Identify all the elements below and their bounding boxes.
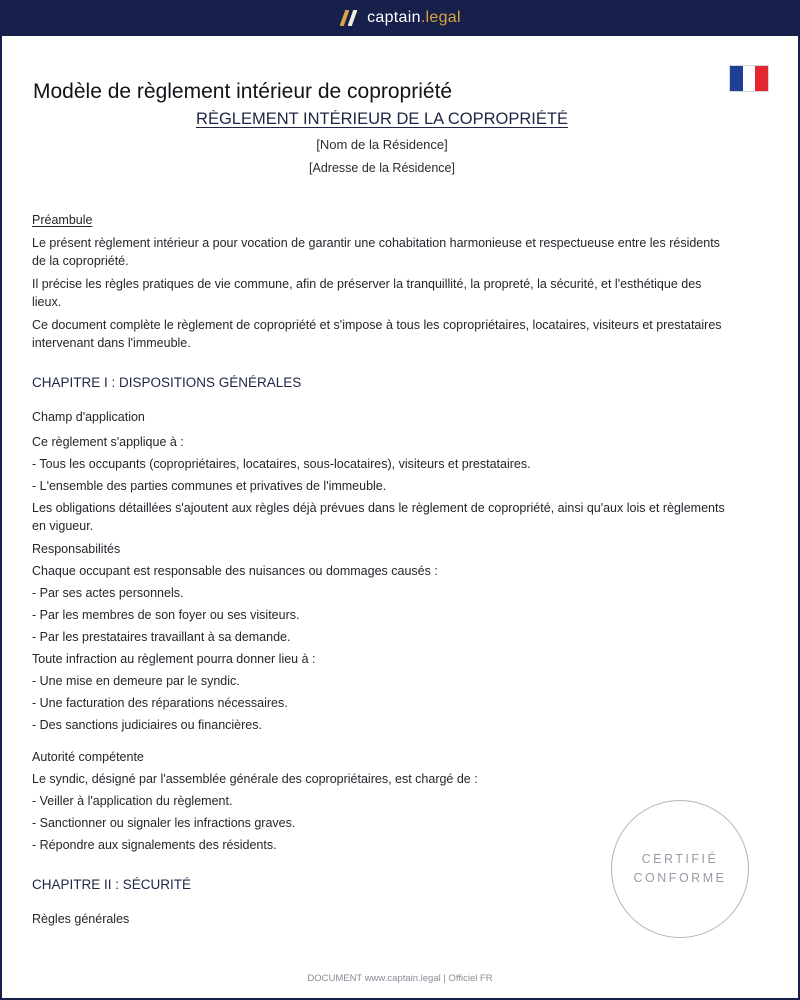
seal-line-1: CERTIFIÉ xyxy=(641,852,719,866)
preamble-paragraph: Le présent règlement intérieur a pour vocation de garantir une cohabitation harmonieuse et respectueuse entre les résidents de la copropriété. xyxy=(32,236,720,268)
list-item: - Une facturation des réparations nécessaires. xyxy=(32,696,288,710)
responsibilities-intro: Chaque occupant est responsable des nuisances ou dommages causés : xyxy=(32,564,438,578)
captain-legal-logo-icon xyxy=(339,10,359,26)
list-item: - Tous les occupants (copropriétaires, locataires, sous-locataires), visiteurs et prestataires. xyxy=(32,457,531,471)
authority-heading: Autorité compétente xyxy=(32,750,144,764)
list-item: - Répondre aux signalements des résidents. xyxy=(32,838,277,852)
list-item: - Des sanctions judiciaires ou financières. xyxy=(32,718,262,732)
chapter-2-title: CHAPITRE II : SÉCURITÉ xyxy=(32,877,192,892)
certified-seal xyxy=(611,800,749,938)
list-item: - Sanctionner ou signaler les infractions graves. xyxy=(32,816,296,830)
preamble-paragraph: Ce document complète le règlement de copropriété et s'impose à tous les copropriétaires, locataires, visiteurs et prestataires intervenant dans l'immeuble. xyxy=(32,318,722,350)
page-footer: DOCUMENT www.captain.legal | Officiel FR xyxy=(307,973,493,984)
chapter-1-title: CHAPITRE I : DISPOSITIONS GÉNÉRALES xyxy=(32,375,302,390)
document-sheet xyxy=(2,36,798,998)
scope-intro: Ce règlement s'applique à : xyxy=(32,435,184,449)
main-title: RÈGLEMENT INTÉRIEUR DE LA COPROPRIÉTÉ xyxy=(196,110,568,128)
brand-main: captain xyxy=(367,9,421,26)
list-item: - Par les membres de son foyer ou ses visiteurs. xyxy=(32,608,300,622)
list-item: - Par les prestataires travaillant à sa demande. xyxy=(32,630,291,644)
chapter-2-first-heading: Règles générales xyxy=(32,912,130,926)
sanctions-intro: Toute infraction au règlement pourra donner lieu à : xyxy=(32,652,316,666)
residence-name: [Nom de la Résidence] xyxy=(316,137,448,152)
authority-intro: Le syndic, désigné par l'assemblée générale des copropriétaires, est chargé de : xyxy=(32,772,478,786)
list-item: - Par ses actes personnels. xyxy=(32,586,184,600)
seal-line-2: CONFORME xyxy=(633,871,727,885)
list-item: - L'ensemble des parties communes et privatives de l'immeuble. xyxy=(32,479,387,493)
preamble-heading: Préambule xyxy=(32,213,93,227)
france-flag-icon xyxy=(729,65,769,92)
page-title: Modèle de règlement intérieur de copropriété xyxy=(33,80,453,104)
residence-address: [Adresse de la Résidence] xyxy=(309,161,455,175)
brand-suffix: .legal xyxy=(420,9,461,26)
list-item: - Une mise en demeure par le syndic. xyxy=(32,674,240,688)
scope-note: Les obligations détaillées s'ajoutent aux règles déjà prévues dans le règlement de copropriété, ainsi qu'aux lois et règlements en vigueur. xyxy=(32,501,725,533)
preamble-paragraph: Il précise les règles pratiques de vie commune, afin de préserver la tranquillité, la propreté, la sécurité, et l'esthétique des lieux. xyxy=(32,277,702,309)
list-item: - Veiller à l'application du règlement. xyxy=(32,794,233,808)
brand-name[interactable] xyxy=(367,9,461,27)
responsibilities-heading: Responsabilités xyxy=(32,542,121,556)
top-bar xyxy=(0,0,800,36)
scope-heading: Champ d'application xyxy=(32,410,145,424)
